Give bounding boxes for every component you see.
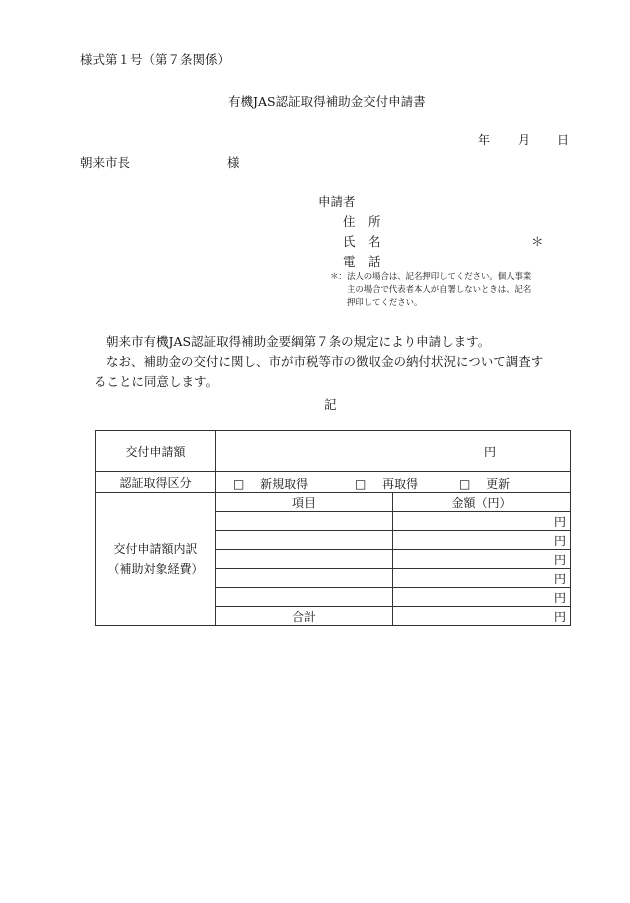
total-amount-cell[interactable] bbox=[393, 607, 571, 626]
category-label: 認証取得区分 bbox=[96, 472, 216, 493]
addressee-honorific: 様 bbox=[227, 155, 240, 170]
document-title: 有機JAS認証取得補助金交付申請書 bbox=[228, 94, 426, 109]
column-header-item: 項目 bbox=[216, 493, 393, 512]
body-paragraph-2-line-1: なお、補助金の交付に関し、市が市税等市の徴収金の納付状況について調査す bbox=[106, 354, 544, 369]
breakdown-label bbox=[96, 493, 216, 626]
breakdown-header-row bbox=[96, 493, 571, 512]
item-cell[interactable] bbox=[216, 550, 393, 569]
note-line-1: 法人の場合は、記名押印してください。個人事業 bbox=[347, 271, 532, 281]
amount-cell[interactable] bbox=[393, 588, 571, 607]
checkbox-icon: □ bbox=[459, 477, 471, 491]
amount-unit: 円 bbox=[484, 445, 497, 459]
applicant-heading: 申請者 bbox=[318, 194, 356, 209]
yen-unit: 円 bbox=[553, 590, 566, 605]
amount-label: 交付申請額 bbox=[96, 431, 216, 472]
amount-row bbox=[96, 431, 571, 472]
item-cell[interactable] bbox=[216, 569, 393, 588]
item-cell[interactable] bbox=[216, 588, 393, 607]
amount-cell[interactable] bbox=[393, 512, 571, 531]
option-renewal-label: 更新 bbox=[486, 477, 511, 491]
name-label: 氏 名 bbox=[343, 234, 381, 249]
note-line-2: 主の場合で代表者本人が自署しないときは、記名 bbox=[347, 284, 532, 294]
total-label: 合計 bbox=[216, 607, 393, 626]
yen-unit: 円 bbox=[553, 609, 566, 624]
amount-cell[interactable] bbox=[393, 531, 571, 550]
column-header-amount: 金額（円） bbox=[393, 493, 571, 512]
option-renewal[interactable] bbox=[459, 475, 510, 492]
phone-label: 電 話 bbox=[343, 254, 381, 269]
form-number: 様式第１号（第７条関係） bbox=[80, 52, 231, 67]
option-reacquire-label: 再取得 bbox=[382, 477, 419, 491]
checkbox-icon: □ bbox=[233, 477, 245, 491]
date-year-label: 年 bbox=[478, 133, 491, 147]
item-cell[interactable] bbox=[216, 512, 393, 531]
yen-unit: 円 bbox=[553, 514, 566, 529]
amount-cell[interactable] bbox=[393, 550, 571, 569]
addressee-name: 朝来市長 bbox=[80, 155, 131, 170]
note-line-3: 押印してください。 bbox=[347, 297, 423, 307]
option-reacquire[interactable] bbox=[355, 475, 418, 492]
address-label: 住 所 bbox=[343, 214, 381, 229]
category-options bbox=[216, 472, 571, 493]
body-paragraph-1: 朝来市有機JAS認証取得補助金要綱第７条の規定により申請します。 bbox=[106, 334, 491, 349]
ki-heading: 記 bbox=[324, 397, 337, 412]
body-paragraph-2-line-2: ることに同意します。 bbox=[94, 374, 219, 389]
breakdown-label-line-2: （補助対象経費） bbox=[107, 562, 204, 576]
note-mark: ＊： bbox=[330, 271, 347, 281]
date-day-label: 日 bbox=[557, 133, 570, 147]
amount-cell[interactable] bbox=[393, 569, 571, 588]
option-new[interactable] bbox=[233, 475, 308, 492]
item-cell[interactable] bbox=[216, 531, 393, 550]
category-row bbox=[96, 472, 571, 493]
breakdown-label-line-1: 交付申請額内訳 bbox=[113, 542, 198, 556]
yen-unit: 円 bbox=[553, 533, 566, 548]
yen-unit: 円 bbox=[553, 571, 566, 586]
checkbox-icon: □ bbox=[355, 477, 367, 491]
application-table bbox=[95, 430, 571, 626]
amount-field[interactable] bbox=[216, 431, 571, 472]
seal-mark: ＊ bbox=[531, 234, 544, 249]
date-month-label: 月 bbox=[518, 133, 531, 147]
option-new-label: 新規取得 bbox=[260, 477, 309, 491]
yen-unit: 円 bbox=[553, 552, 566, 567]
